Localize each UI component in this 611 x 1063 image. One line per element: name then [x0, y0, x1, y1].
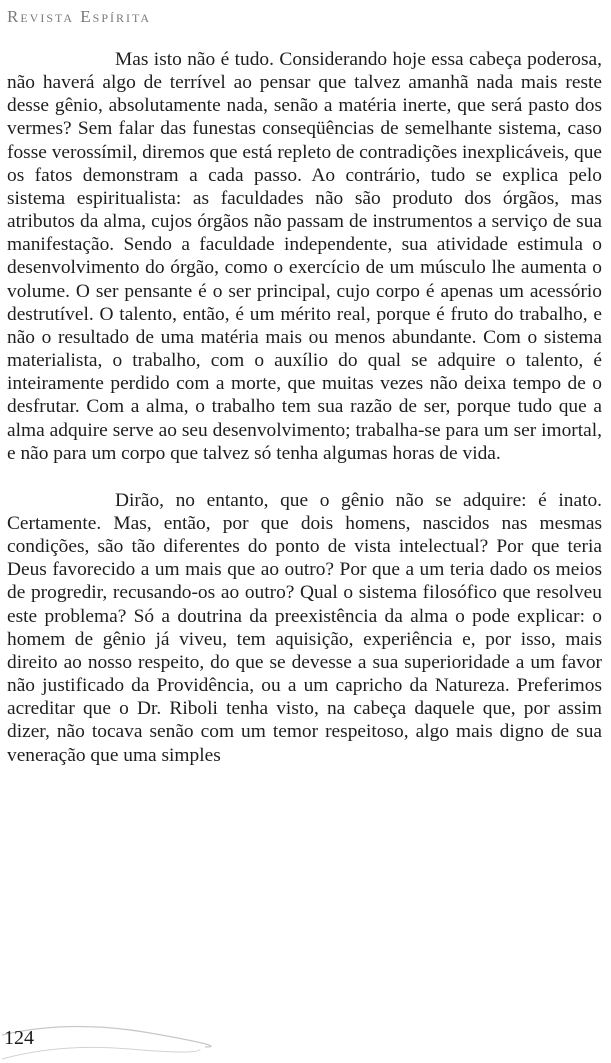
paragraph-1: Mas isto não é tudo. Considerando hoje essa cabeça poderosa, não haverá algo de terrível ao pensar que talvez amanhã nada mais reste desse gênio, absolutamente nada, senão a matéria inerte, que será pasto dos vermes? Sem falar das funestas conseqüências de semelhante sistema, caso fosse verossímil, diremos que está repleto de contradições inexplicáveis, que os fatos demonstram a cada passo. Ao contrário, tudo se explica pelo sistema espiritualista: as faculdades não são produto dos órgãos, mas atributos da alma, cujos órgãos não passam de instrumentos a serviço de sua manifestação. Sendo a faculdade independente, sua atividade estimula o desenvolvimento do órgão, como o exercício de um músculo lhe aumenta o volume. O ser pensante é o ser principal, cujo corpo é apenas um acessório destrutível. O talento, então, é um mérito real, porque é fruto do trabalho, e não o resultado de uma matéria mais ou menos abundante. Com o sistema materialista, o trabalho, com o auxílio do qual se adquire o talento, é inteiramente perdido com a morte, que muitas vezes não deixa tempo de o desfrutar. Com a alma, o trabalho tem sua razão de ser, porque tudo que a alma adquire serve ao seu desenvolvimento; trabalha-se para um ser imortal, e não para um corpo que talvez só tenha algumas horas de vida.: [7, 49, 603, 464]
swoosh-ornament-icon: [0, 1013, 240, 1063]
page-body: [7, 48, 602, 767]
page-footer: [0, 1013, 611, 1063]
running-header: Revista Espírita: [7, 7, 152, 26]
paragraph-2: Dirão, no entanto, que o gênio não se adquire: é inato. Certamente. Mas, então, por que dois homens, nascidos nas mesmas condições, são tão diferentes do ponto de vista intelectual? Por que teria Deus favorecido a um mais que ao outro? Por que a um teria dado os meios de progredir, recusando-os ao outro? Qual o sistema filosófico que resolveu este problema? Só a doutrina da preexistência da alma o pode explicar: o homem de gênio já viveu, tem aquisição, experiência e, por isso, mais direito ao nosso respeito, do que se devesse a sua superioridade a um favor não justificado da Providência, ou a um capricho da Natureza. Preferimos acreditar que o Dr. Riboli tenha visto, na cabeça daquele que, por assim dizer, não tocava senão com um temor respeitoso, algo mais digno de sua veneração que uma simples: [7, 489, 602, 766]
page-number: 124: [4, 1027, 34, 1049]
